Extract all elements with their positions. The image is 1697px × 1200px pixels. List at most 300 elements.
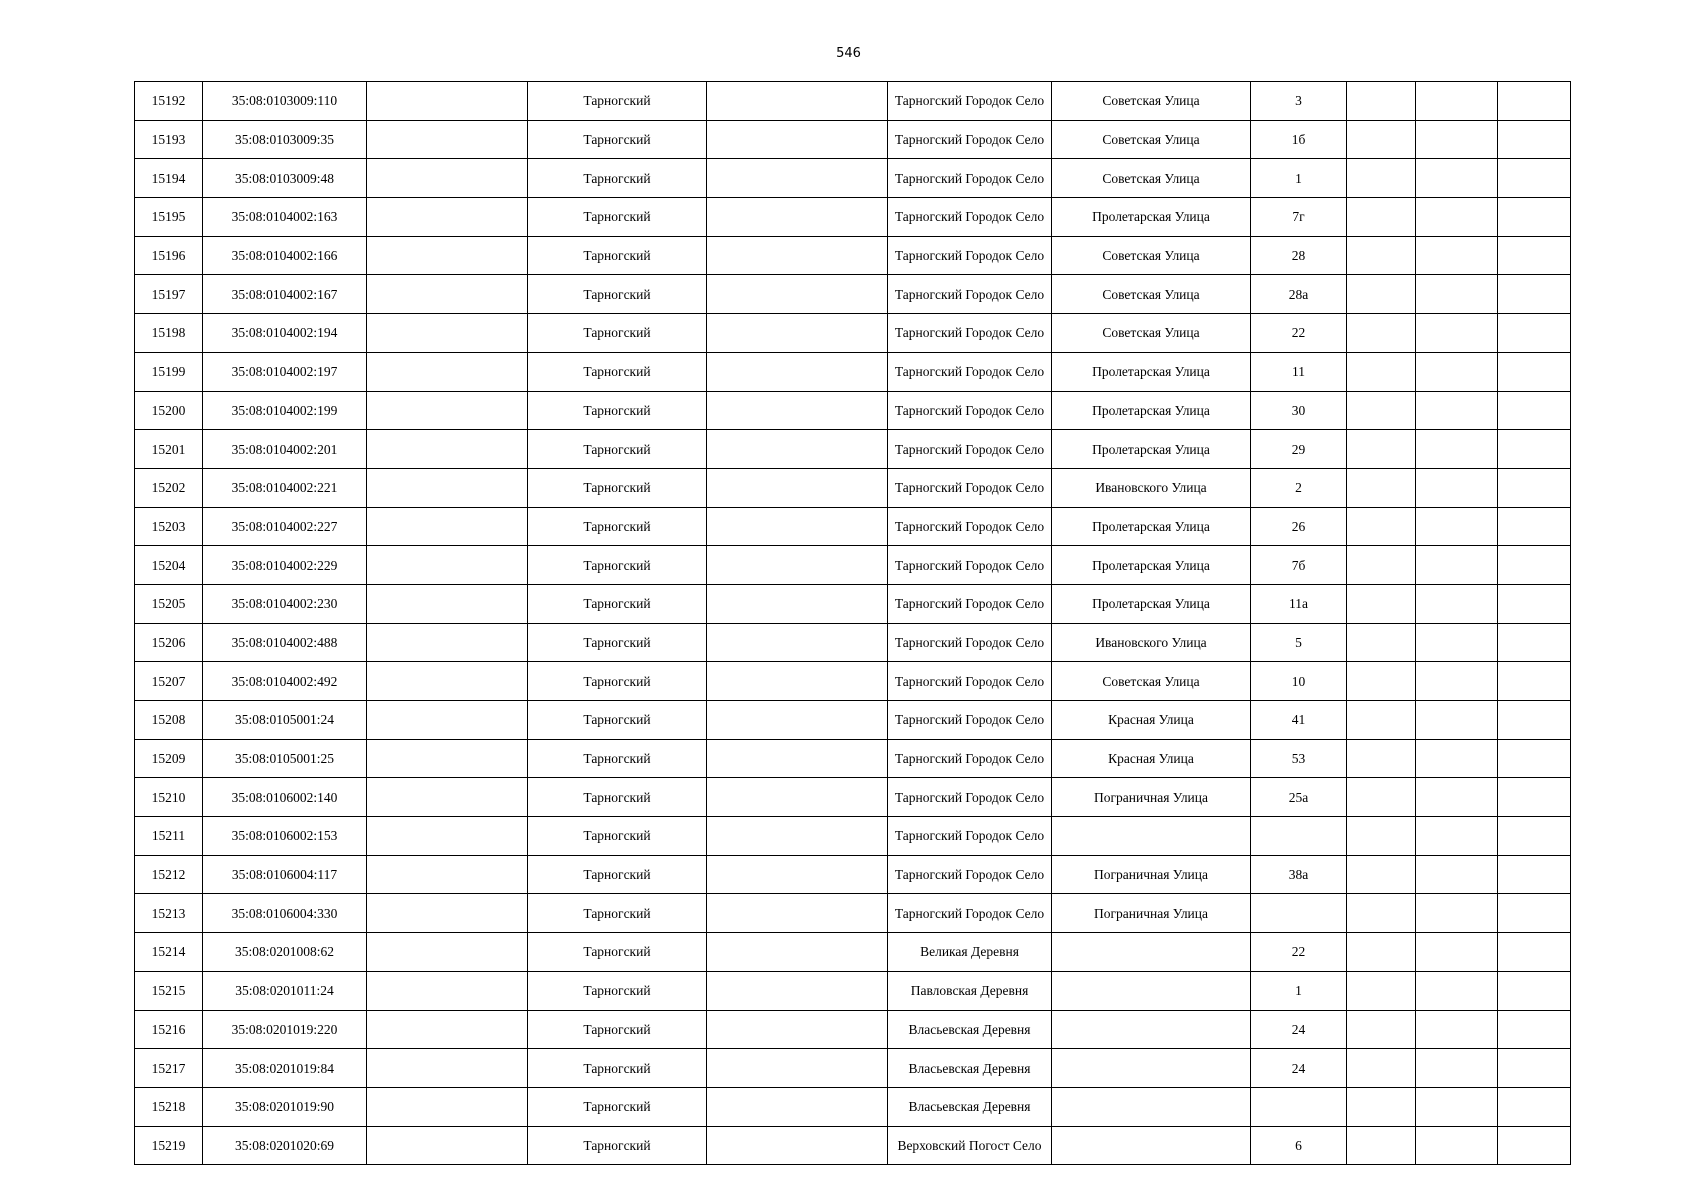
cadastral-number-cell: 35:08:0104002:229 [203, 546, 367, 585]
cadastral-number-cell: 35:08:0201020:69 [203, 1126, 367, 1165]
house-number-cell: 29 [1251, 430, 1347, 469]
street-cell: Красная Улица [1052, 739, 1251, 778]
empty-cell [1498, 120, 1571, 159]
empty-cell [707, 584, 888, 623]
cadastral-number-cell: 35:08:0105001:24 [203, 701, 367, 740]
locality-cell: Тарногский Городок Село [888, 778, 1052, 817]
street-cell: Пролетарская Улица [1052, 430, 1251, 469]
empty-cell [367, 468, 528, 507]
locality-cell: Тарногский Городок Село [888, 894, 1052, 933]
empty-cell [367, 82, 528, 121]
district-cell: Тарногский [528, 430, 707, 469]
table-row [135, 584, 1571, 623]
empty-cell [1498, 701, 1571, 740]
street-cell: Советская Улица [1052, 314, 1251, 353]
empty-cell [707, 275, 888, 314]
empty-cell [1498, 82, 1571, 121]
locality-cell: Верховский Погост Село [888, 1126, 1052, 1165]
empty-cell [367, 817, 528, 856]
empty-cell [367, 855, 528, 894]
empty-cell [707, 623, 888, 662]
table-row [135, 1049, 1571, 1088]
empty-cell [367, 507, 528, 546]
locality-cell: Тарногский Городок Село [888, 352, 1052, 391]
empty-cell [367, 701, 528, 740]
empty-cell [1347, 314, 1416, 353]
empty-cell [1498, 662, 1571, 701]
empty-cell [1416, 662, 1498, 701]
locality-cell: Тарногский Городок Село [888, 546, 1052, 585]
table-row [135, 894, 1571, 933]
empty-cell [1498, 971, 1571, 1010]
cadastral-number-cell: 35:08:0104002:201 [203, 430, 367, 469]
house-number-cell: 22 [1251, 314, 1347, 353]
table-row [135, 662, 1571, 701]
empty-cell [1498, 584, 1571, 623]
empty-cell [367, 584, 528, 623]
street-cell: Пролетарская Улица [1052, 507, 1251, 546]
row-number-cell: 15219 [135, 1126, 203, 1165]
page-number: 546 [836, 46, 861, 61]
street-cell: Пограничная Улица [1052, 894, 1251, 933]
empty-cell [1347, 623, 1416, 662]
street-cell: Ивановского Улица [1052, 468, 1251, 507]
empty-cell [1416, 430, 1498, 469]
street-cell: Советская Улица [1052, 82, 1251, 121]
district-cell: Тарногский [528, 584, 707, 623]
table-row [135, 933, 1571, 972]
locality-cell: Тарногский Городок Село [888, 468, 1052, 507]
district-cell: Тарногский [528, 855, 707, 894]
house-number-cell: 30 [1251, 391, 1347, 430]
cadastral-number-cell: 35:08:0104002:199 [203, 391, 367, 430]
house-number-cell: 1 [1251, 159, 1347, 198]
row-number-cell: 15209 [135, 739, 203, 778]
row-number-cell: 15202 [135, 468, 203, 507]
empty-cell [1347, 701, 1416, 740]
empty-cell [1498, 236, 1571, 275]
street-cell: Пограничная Улица [1052, 855, 1251, 894]
registry-table-body [135, 82, 1571, 1165]
district-cell: Тарногский [528, 391, 707, 430]
street-cell [1052, 1010, 1251, 1049]
empty-cell [367, 391, 528, 430]
table-row [135, 739, 1571, 778]
empty-cell [367, 314, 528, 353]
row-number-cell: 15210 [135, 778, 203, 817]
locality-cell: Власьевская Деревня [888, 1049, 1052, 1088]
empty-cell [1498, 275, 1571, 314]
empty-cell [1416, 82, 1498, 121]
empty-cell [367, 1087, 528, 1126]
district-cell: Тарногский [528, 1049, 707, 1088]
house-number-cell: 7г [1251, 198, 1347, 237]
locality-cell: Тарногский Городок Село [888, 507, 1052, 546]
locality-cell: Власьевская Деревня [888, 1010, 1052, 1049]
row-number-cell: 15218 [135, 1087, 203, 1126]
empty-cell [1498, 468, 1571, 507]
cadastral-number-cell: 35:08:0105001:25 [203, 739, 367, 778]
empty-cell [1416, 584, 1498, 623]
empty-cell [1347, 546, 1416, 585]
street-cell: Пограничная Улица [1052, 778, 1251, 817]
empty-cell [1416, 1126, 1498, 1165]
row-number-cell: 15201 [135, 430, 203, 469]
empty-cell [707, 159, 888, 198]
district-cell: Тарногский [528, 352, 707, 391]
empty-cell [367, 198, 528, 237]
house-number-cell: 1 [1251, 971, 1347, 1010]
cadastral-number-cell: 35:08:0103009:110 [203, 82, 367, 121]
locality-cell: Власьевская Деревня [888, 1087, 1052, 1126]
empty-cell [1416, 275, 1498, 314]
empty-cell [367, 1010, 528, 1049]
empty-cell [1498, 739, 1571, 778]
table-row [135, 817, 1571, 856]
row-number-cell: 15217 [135, 1049, 203, 1088]
empty-cell [1498, 817, 1571, 856]
empty-cell [1416, 120, 1498, 159]
cadastral-number-cell: 35:08:0201011:24 [203, 971, 367, 1010]
empty-cell [707, 701, 888, 740]
empty-cell [1347, 739, 1416, 778]
table-row [135, 430, 1571, 469]
empty-cell [1498, 933, 1571, 972]
row-number-cell: 15213 [135, 894, 203, 933]
house-number-cell: 1б [1251, 120, 1347, 159]
row-number-cell: 15208 [135, 701, 203, 740]
cadastral-number-cell: 35:08:0104002:166 [203, 236, 367, 275]
empty-cell [1498, 623, 1571, 662]
empty-cell [1347, 1010, 1416, 1049]
empty-cell [1416, 314, 1498, 353]
street-cell [1052, 1049, 1251, 1088]
empty-cell [1416, 623, 1498, 662]
cadastral-number-cell: 35:08:0201019:84 [203, 1049, 367, 1088]
row-number-cell: 15214 [135, 933, 203, 972]
locality-cell: Тарногский Городок Село [888, 855, 1052, 894]
table-row [135, 778, 1571, 817]
table-row [135, 120, 1571, 159]
house-number-cell: 10 [1251, 662, 1347, 701]
empty-cell [1347, 778, 1416, 817]
empty-cell [367, 623, 528, 662]
empty-cell [707, 1010, 888, 1049]
street-cell: Советская Улица [1052, 662, 1251, 701]
cadastral-number-cell: 35:08:0104002:194 [203, 314, 367, 353]
row-number-cell: 15200 [135, 391, 203, 430]
empty-cell [1347, 1087, 1416, 1126]
empty-cell [1498, 430, 1571, 469]
table-row [135, 391, 1571, 430]
empty-cell [1498, 198, 1571, 237]
empty-cell [707, 855, 888, 894]
house-number-cell: 28а [1251, 275, 1347, 314]
empty-cell [367, 894, 528, 933]
empty-cell [707, 430, 888, 469]
empty-cell [707, 894, 888, 933]
district-cell: Тарногский [528, 236, 707, 275]
empty-cell [1498, 1126, 1571, 1165]
empty-cell [1498, 855, 1571, 894]
empty-cell [1416, 236, 1498, 275]
empty-cell [367, 1049, 528, 1088]
empty-cell [707, 817, 888, 856]
street-cell: Красная Улица [1052, 701, 1251, 740]
cadastral-number-cell: 35:08:0103009:35 [203, 120, 367, 159]
district-cell: Тарногский [528, 778, 707, 817]
street-cell [1052, 933, 1251, 972]
locality-cell: Павловская Деревня [888, 971, 1052, 1010]
house-number-cell [1251, 817, 1347, 856]
empty-cell [1347, 584, 1416, 623]
row-number-cell: 15196 [135, 236, 203, 275]
empty-cell [1347, 430, 1416, 469]
street-cell [1052, 1087, 1251, 1126]
district-cell: Тарногский [528, 971, 707, 1010]
street-cell: Советская Улица [1052, 275, 1251, 314]
row-number-cell: 15216 [135, 1010, 203, 1049]
district-cell: Тарногский [528, 120, 707, 159]
empty-cell [367, 275, 528, 314]
cadastral-number-cell: 35:08:0104002:163 [203, 198, 367, 237]
row-number-cell: 15195 [135, 198, 203, 237]
empty-cell [1416, 855, 1498, 894]
empty-cell [707, 1087, 888, 1126]
house-number-cell: 41 [1251, 701, 1347, 740]
empty-cell [367, 1126, 528, 1165]
house-number-cell: 3 [1251, 82, 1347, 121]
table-row [135, 1087, 1571, 1126]
empty-cell [1347, 1049, 1416, 1088]
empty-cell [707, 82, 888, 121]
street-cell: Пролетарская Улица [1052, 391, 1251, 430]
cadastral-number-cell: 35:08:0106004:330 [203, 894, 367, 933]
locality-cell: Тарногский Городок Село [888, 391, 1052, 430]
locality-cell: Великая Деревня [888, 933, 1052, 972]
district-cell: Тарногский [528, 662, 707, 701]
empty-cell [1347, 1126, 1416, 1165]
locality-cell: Тарногский Городок Село [888, 817, 1052, 856]
cadastral-number-cell: 35:08:0104002:230 [203, 584, 367, 623]
row-number-cell: 15211 [135, 817, 203, 856]
empty-cell [1498, 159, 1571, 198]
row-number-cell: 15192 [135, 82, 203, 121]
row-number-cell: 15212 [135, 855, 203, 894]
table-row [135, 314, 1571, 353]
row-number-cell: 15199 [135, 352, 203, 391]
house-number-cell: 38а [1251, 855, 1347, 894]
empty-cell [1347, 855, 1416, 894]
cadastral-number-cell: 35:08:0106002:153 [203, 817, 367, 856]
district-cell: Тарногский [528, 275, 707, 314]
empty-cell [707, 1126, 888, 1165]
empty-cell [1416, 468, 1498, 507]
empty-cell [1416, 971, 1498, 1010]
empty-cell [1347, 198, 1416, 237]
street-cell: Пролетарская Улица [1052, 584, 1251, 623]
empty-cell [1416, 933, 1498, 972]
empty-cell [1416, 159, 1498, 198]
empty-cell [367, 236, 528, 275]
district-cell: Тарногский [528, 894, 707, 933]
row-number-cell: 15204 [135, 546, 203, 585]
empty-cell [1416, 391, 1498, 430]
empty-cell [1347, 971, 1416, 1010]
empty-cell [1347, 817, 1416, 856]
street-cell: Советская Улица [1052, 159, 1251, 198]
locality-cell: Тарногский Городок Село [888, 120, 1052, 159]
row-number-cell: 15205 [135, 584, 203, 623]
empty-cell [367, 971, 528, 1010]
district-cell: Тарногский [528, 198, 707, 237]
district-cell: Тарногский [528, 1126, 707, 1165]
district-cell: Тарногский [528, 314, 707, 353]
empty-cell [367, 120, 528, 159]
empty-cell [1347, 120, 1416, 159]
empty-cell [707, 778, 888, 817]
empty-cell [1347, 894, 1416, 933]
empty-cell [1416, 546, 1498, 585]
empty-cell [1347, 391, 1416, 430]
cadastral-number-cell: 35:08:0201019:220 [203, 1010, 367, 1049]
locality-cell: Тарногский Городок Село [888, 662, 1052, 701]
empty-cell [1416, 701, 1498, 740]
street-cell: Советская Улица [1052, 236, 1251, 275]
street-cell: Пролетарская Улица [1052, 198, 1251, 237]
empty-cell [707, 352, 888, 391]
locality-cell: Тарногский Городок Село [888, 623, 1052, 662]
street-cell [1052, 817, 1251, 856]
locality-cell: Тарногский Городок Село [888, 430, 1052, 469]
table-row [135, 352, 1571, 391]
locality-cell: Тарногский Городок Село [888, 701, 1052, 740]
house-number-cell: 25а [1251, 778, 1347, 817]
empty-cell [1416, 1049, 1498, 1088]
row-number-cell: 15206 [135, 623, 203, 662]
cadastral-number-cell: 35:08:0104002:221 [203, 468, 367, 507]
empty-cell [707, 120, 888, 159]
empty-cell [1498, 507, 1571, 546]
row-number-cell: 15203 [135, 507, 203, 546]
house-number-cell [1251, 1087, 1347, 1126]
empty-cell [707, 971, 888, 1010]
district-cell: Тарногский [528, 82, 707, 121]
empty-cell [367, 739, 528, 778]
empty-cell [707, 198, 888, 237]
empty-cell [1347, 507, 1416, 546]
locality-cell: Тарногский Городок Село [888, 198, 1052, 237]
empty-cell [367, 778, 528, 817]
district-cell: Тарногский [528, 159, 707, 198]
empty-cell [707, 1049, 888, 1088]
street-cell [1052, 971, 1251, 1010]
district-cell: Тарногский [528, 1087, 707, 1126]
locality-cell: Тарногский Городок Село [888, 275, 1052, 314]
district-cell: Тарногский [528, 468, 707, 507]
table-row [135, 159, 1571, 198]
table-row [135, 275, 1571, 314]
empty-cell [1416, 894, 1498, 933]
locality-cell: Тарногский Городок Село [888, 159, 1052, 198]
empty-cell [367, 352, 528, 391]
empty-cell [1416, 739, 1498, 778]
empty-cell [1498, 1010, 1571, 1049]
row-number-cell: 15207 [135, 662, 203, 701]
empty-cell [707, 507, 888, 546]
empty-cell [1416, 817, 1498, 856]
street-cell: Пролетарская Улица [1052, 546, 1251, 585]
table-row [135, 468, 1571, 507]
empty-cell [367, 546, 528, 585]
empty-cell [707, 546, 888, 585]
row-number-cell: 15194 [135, 159, 203, 198]
house-number-cell [1251, 894, 1347, 933]
locality-cell: Тарногский Городок Село [888, 82, 1052, 121]
house-number-cell: 28 [1251, 236, 1347, 275]
empty-cell [367, 662, 528, 701]
cadastral-number-cell: 35:08:0106004:117 [203, 855, 367, 894]
house-number-cell: 11а [1251, 584, 1347, 623]
district-cell: Тарногский [528, 739, 707, 778]
cadastral-number-cell: 35:08:0201008:62 [203, 933, 367, 972]
empty-cell [707, 739, 888, 778]
cadastral-number-cell: 35:08:0106002:140 [203, 778, 367, 817]
row-number-cell: 15197 [135, 275, 203, 314]
empty-cell [1498, 391, 1571, 430]
house-number-cell: 26 [1251, 507, 1347, 546]
empty-cell [1347, 352, 1416, 391]
empty-cell [1498, 314, 1571, 353]
house-number-cell: 22 [1251, 933, 1347, 972]
empty-cell [1347, 275, 1416, 314]
table-row [135, 236, 1571, 275]
house-number-cell: 11 [1251, 352, 1347, 391]
house-number-cell: 53 [1251, 739, 1347, 778]
empty-cell [707, 468, 888, 507]
empty-cell [367, 933, 528, 972]
empty-cell [1416, 507, 1498, 546]
empty-cell [1347, 159, 1416, 198]
empty-cell [707, 314, 888, 353]
empty-cell [1347, 468, 1416, 507]
table-row [135, 546, 1571, 585]
empty-cell [1347, 933, 1416, 972]
table-row [135, 623, 1571, 662]
district-cell: Тарногский [528, 546, 707, 585]
locality-cell: Тарногский Городок Село [888, 236, 1052, 275]
empty-cell [367, 159, 528, 198]
row-number-cell: 15193 [135, 120, 203, 159]
house-number-cell: 6 [1251, 1126, 1347, 1165]
cadastral-number-cell: 35:08:0104002:227 [203, 507, 367, 546]
district-cell: Тарногский [528, 817, 707, 856]
table-row [135, 82, 1571, 121]
house-number-cell: 5 [1251, 623, 1347, 662]
row-number-cell: 15198 [135, 314, 203, 353]
empty-cell [1347, 236, 1416, 275]
locality-cell: Тарногский Городок Село [888, 314, 1052, 353]
empty-cell [1347, 82, 1416, 121]
empty-cell [707, 391, 888, 430]
table-row [135, 701, 1571, 740]
empty-cell [1416, 1087, 1498, 1126]
street-cell [1052, 1126, 1251, 1165]
cadastral-number-cell: 35:08:0201019:90 [203, 1087, 367, 1126]
cadastral-number-cell: 35:08:0104002:492 [203, 662, 367, 701]
house-number-cell: 2 [1251, 468, 1347, 507]
street-cell: Пролетарская Улица [1052, 352, 1251, 391]
